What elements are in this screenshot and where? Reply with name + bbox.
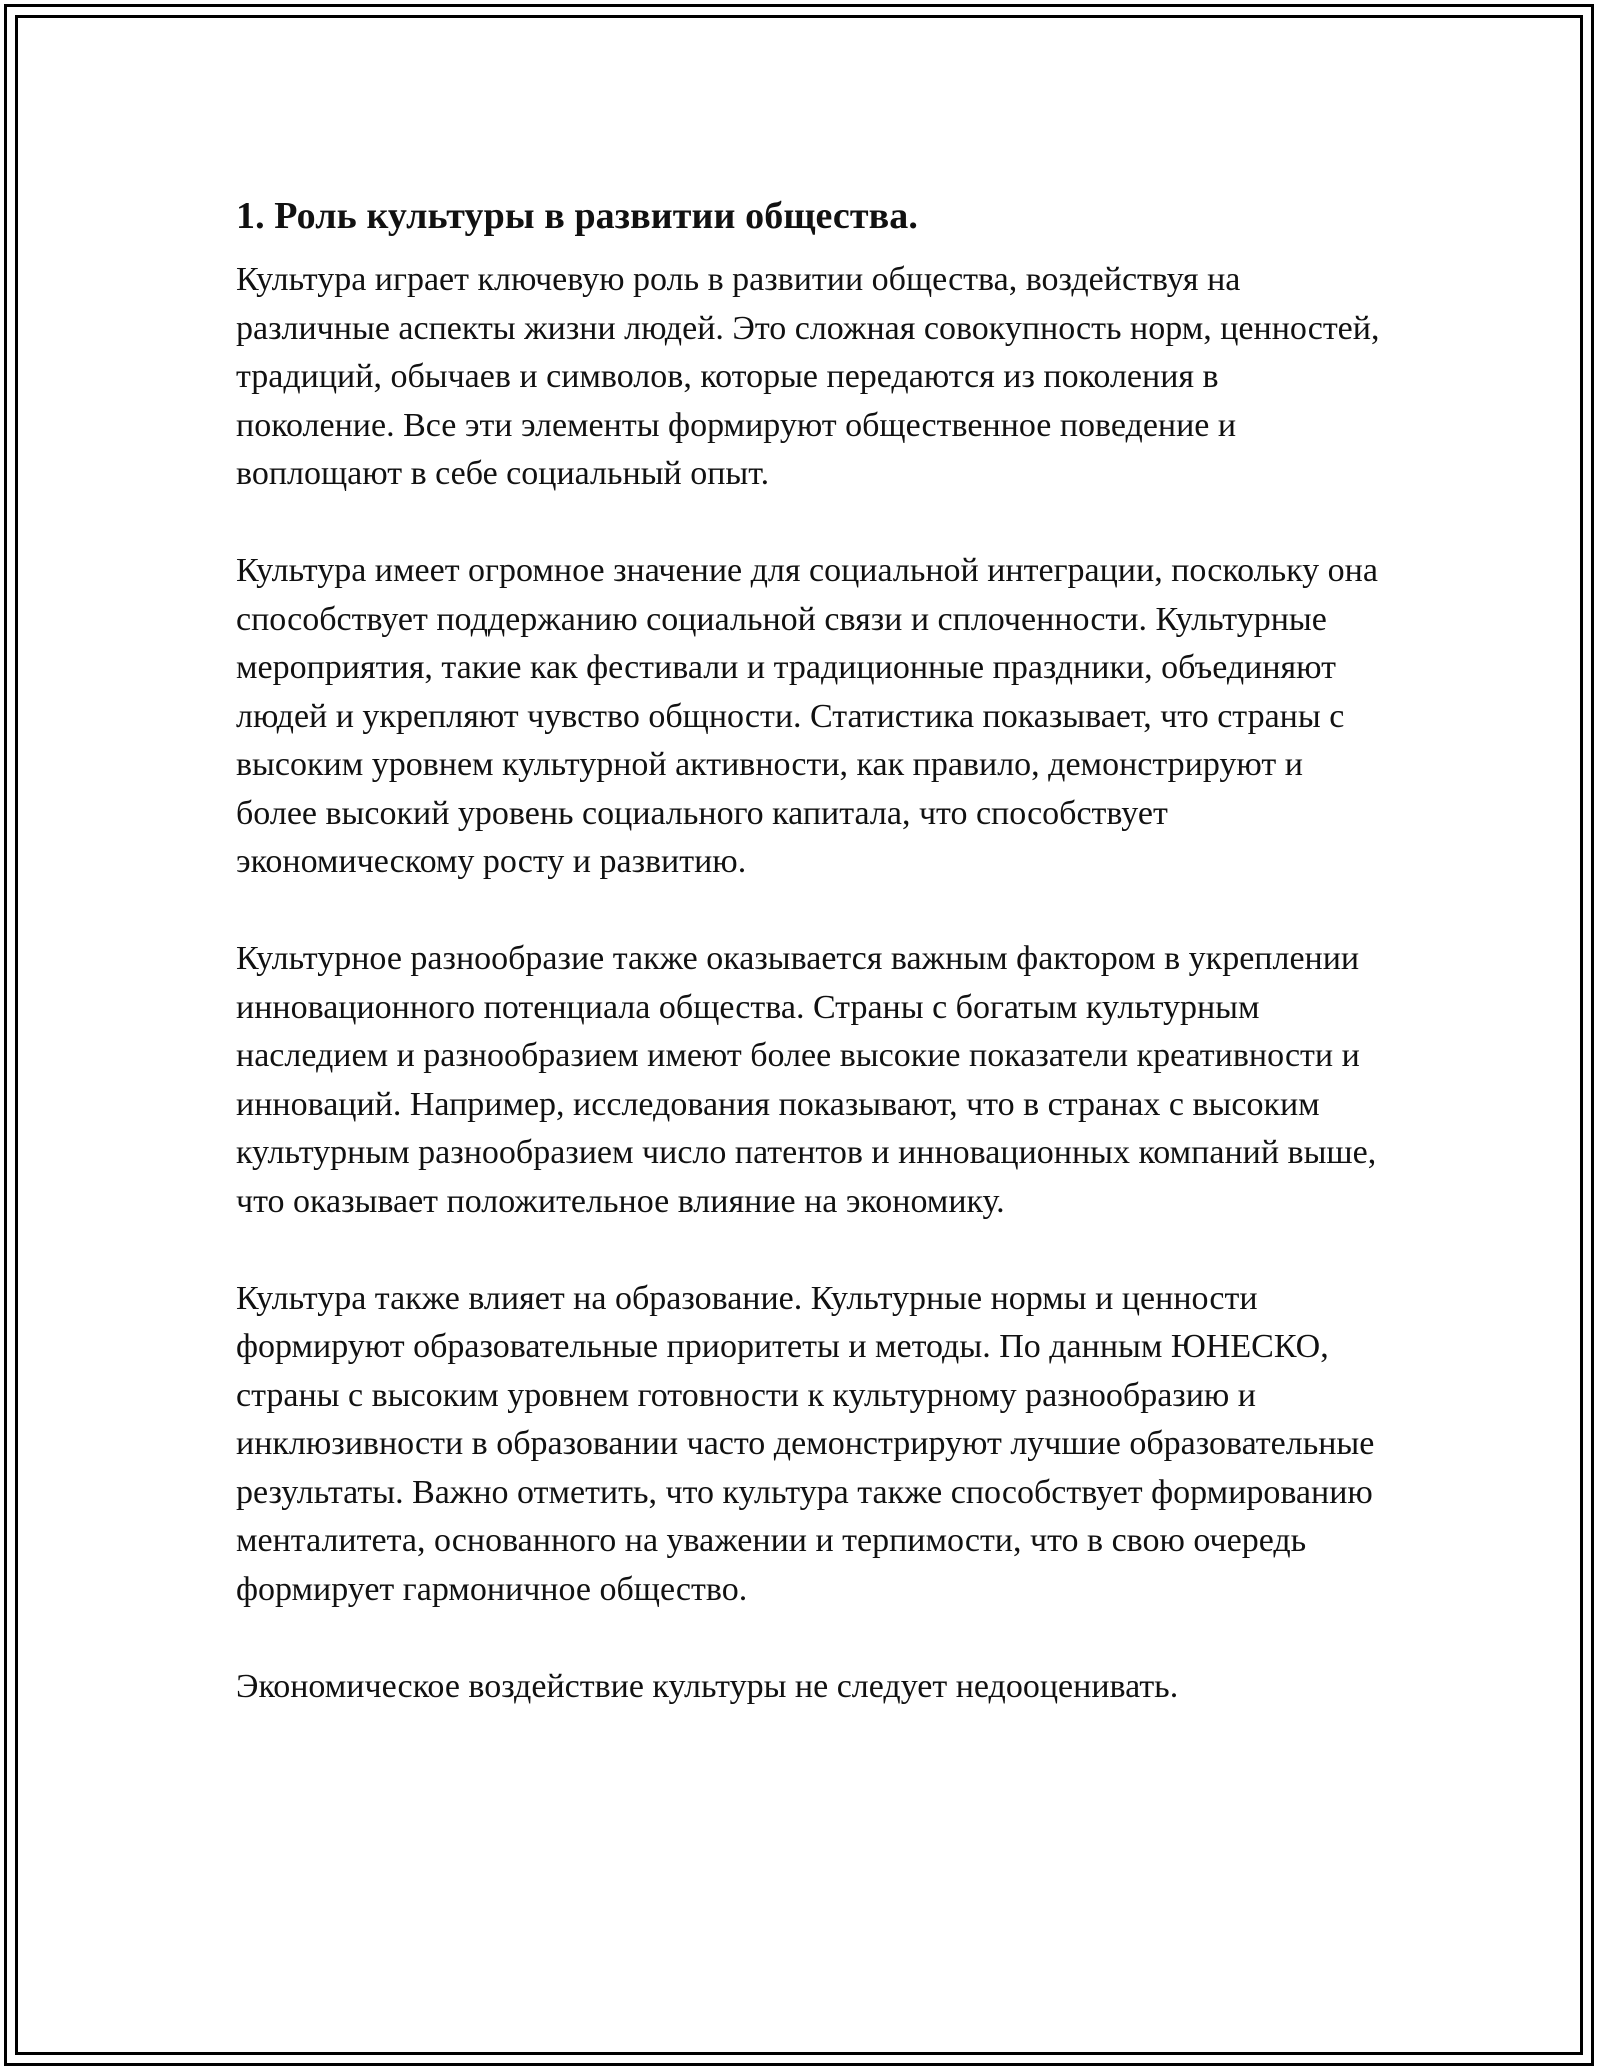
paragraph-2: Культура имеет огромное значение для социальной интеграции, поскольку она способствует поддержанию социальной связи и сплоченности. Культурные мероприятия, такие как фестивали и традиционные праздники, объединяют людей и укрепляют чувство общности. Статистика показывает, что страны с высоким уровнем культурной активности, как правило, демонстрируют и более высокий уровень социального капитала, что способствует экономическому росту и развитию. bbox=[236, 552, 1378, 880]
paragraph-4: Культура также влияет на образование. Культурные нормы и ценности формируют образовательные приоритеты и методы. По данным ЮНЕСКО, страны с высоким уровнем готовности к культурному разнообразию и инклюзивности в образовании часто демонстрируют лучшие образовательные результаты. Важно отметить, что культура также способствует формированию менталитета, основанного на уважении и терпимости, что в свою очередь формирует гармоничное общество. bbox=[236, 1279, 1375, 1608]
paragraph-3: Культурное разнообразие также оказывается важным фактором в укреплении инновационного потенциала общества. Страны с богатым культурным наследием и разнообразием имеют более высокие показатели креативности и инноваций. Например, исследования показывают, что в странах с высоким культурным разнообразием число патентов и инновационных компаний выше, что оказывает положительное влияние на экономику. bbox=[236, 940, 1377, 1220]
section-heading: 1. Роль культуры в развитии общества. bbox=[236, 195, 918, 237]
paragraph-5: Экономическое воздействие культуры не следует недооценивать. bbox=[236, 1667, 1179, 1705]
document-body bbox=[236, 190, 1381, 1760]
paragraph-1: Культура играет ключевую роль в развитии общества, воздействуя на различные аспекты жизни людей. Это сложная совокупность норм, ценностей, традиций, обычаев и символов, которые передаются из поколения в поколение. Все эти элементы формируют общественное поведение и воплощают в себе социальный опыт. bbox=[236, 261, 1380, 492]
